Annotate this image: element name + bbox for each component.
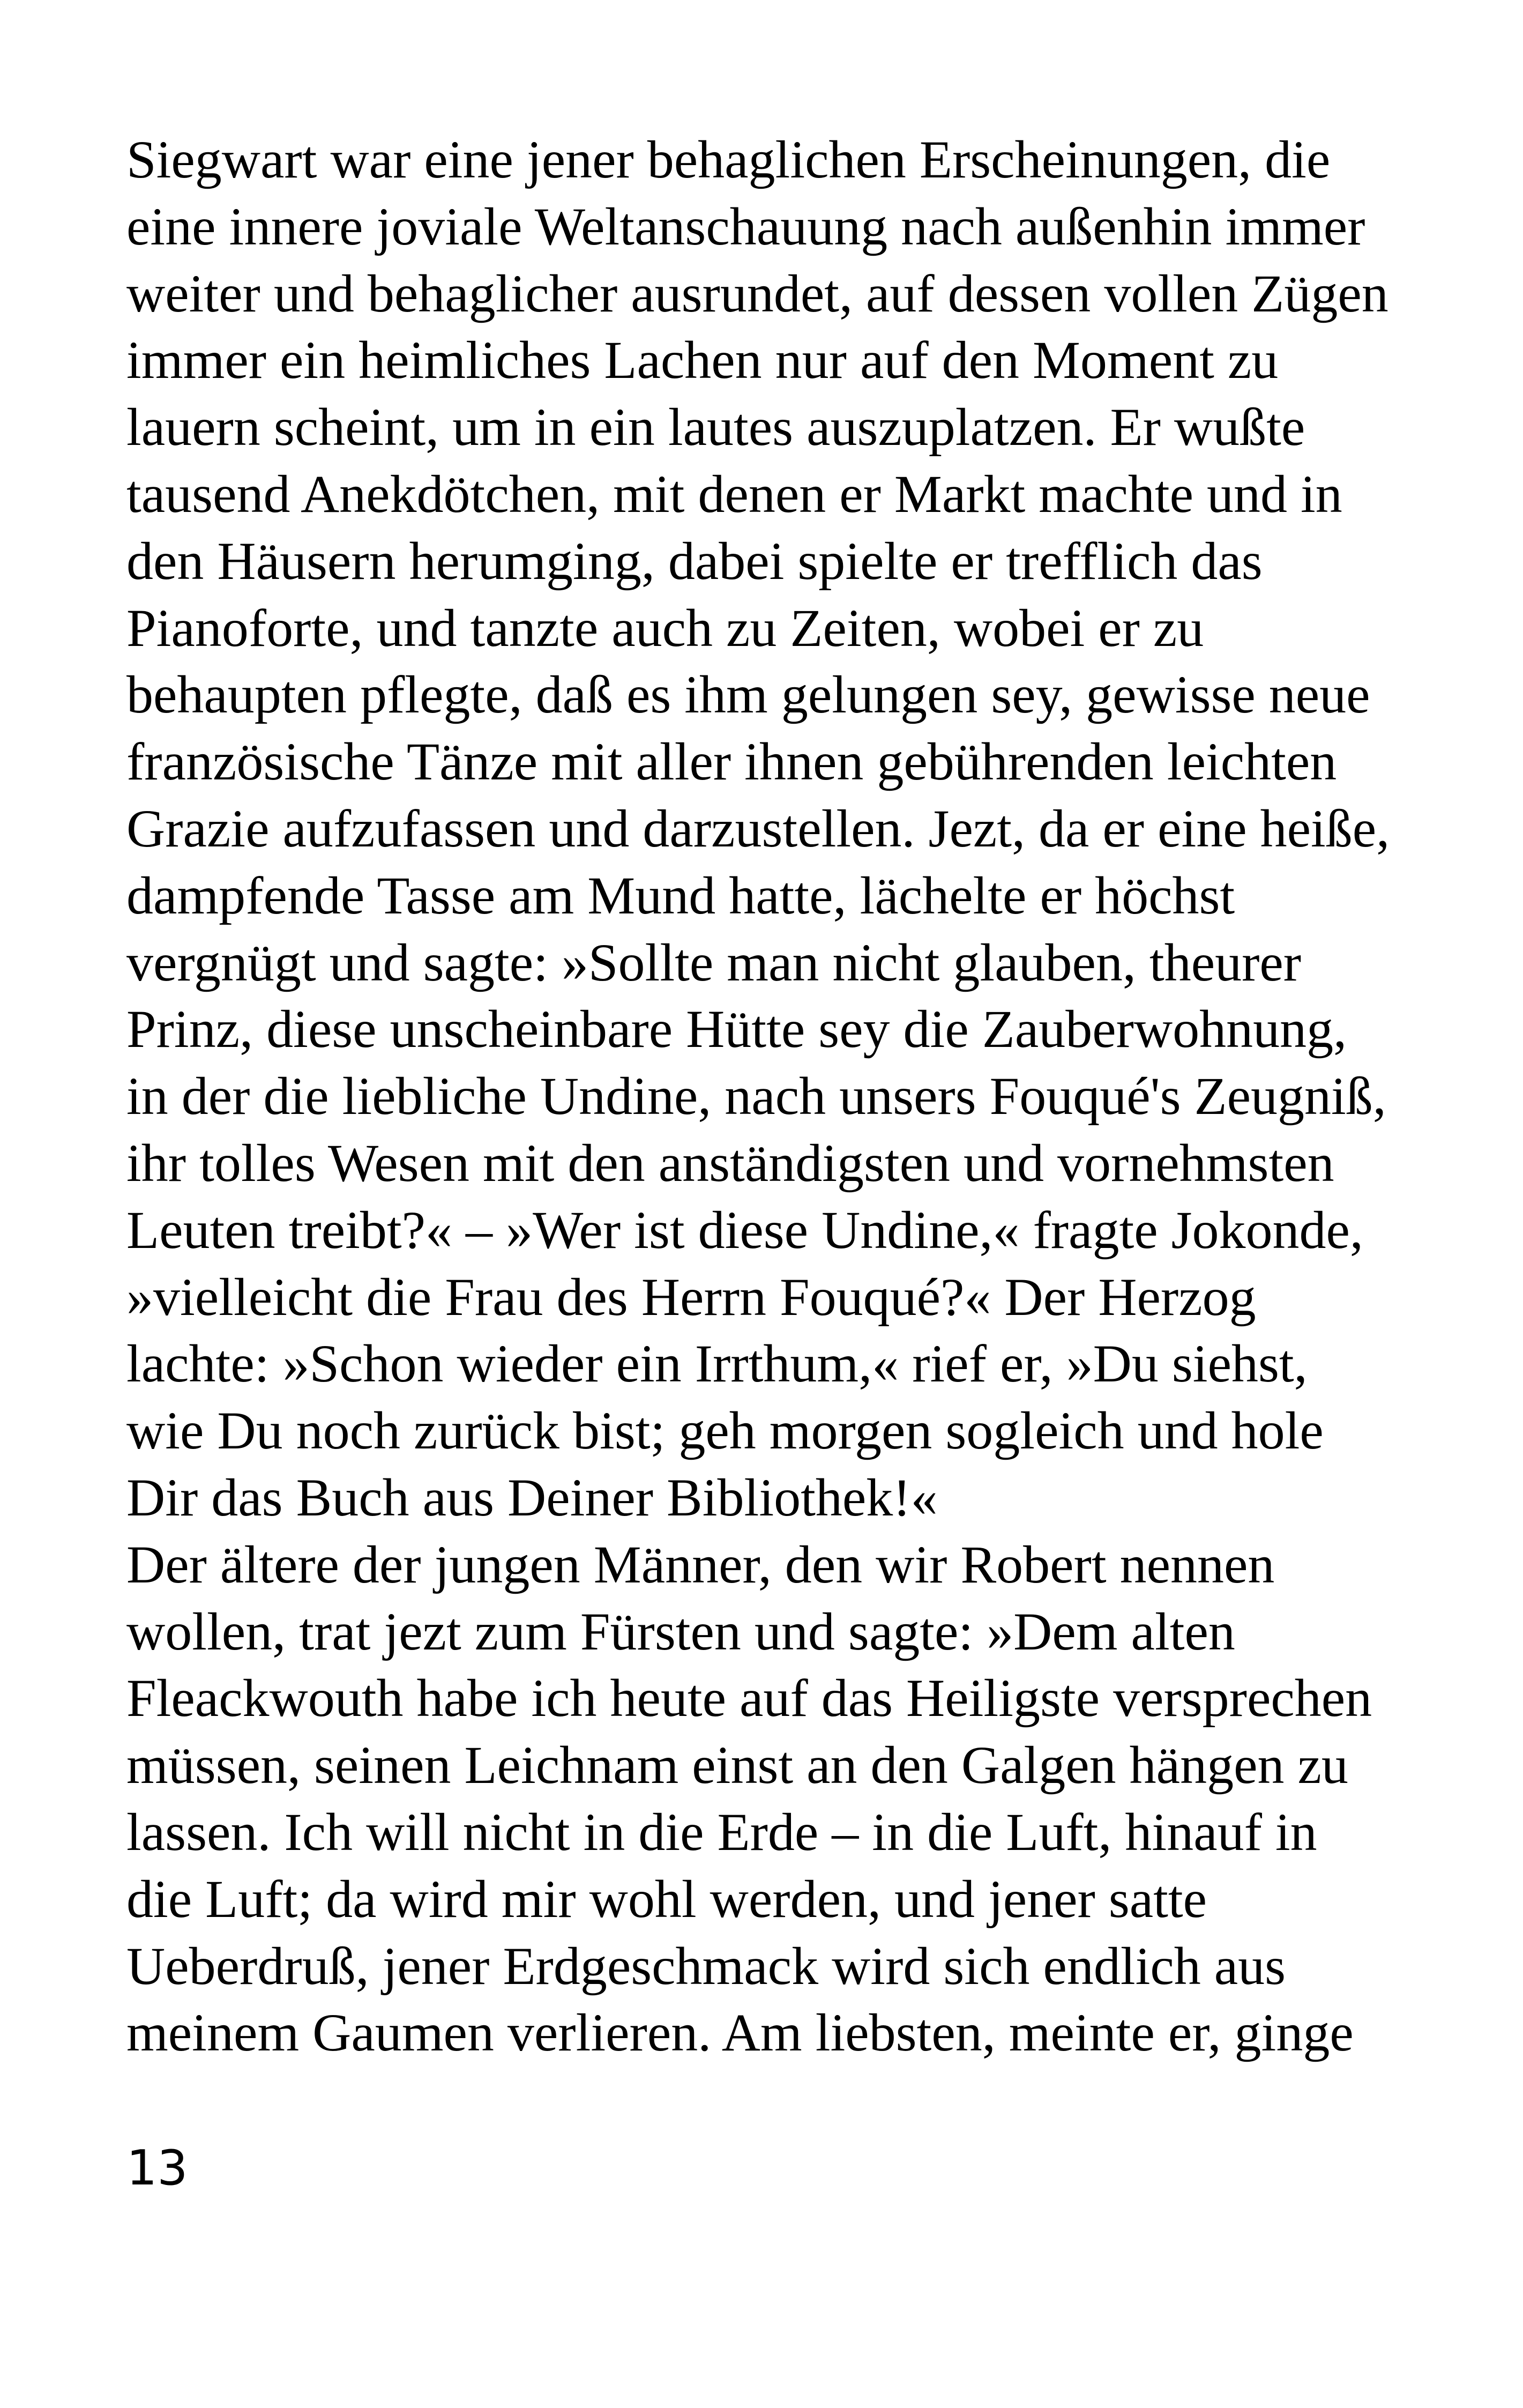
text-line: behaupten pflegte, daß es ihm gelungen sey, gewisse neue (126, 665, 1370, 725)
text-line: eine innere joviale Weltanschauung nach außenhin immer (126, 196, 1365, 256)
text-line: tausend Anekdötchen, mit denen er Markt machte und in (126, 464, 1342, 524)
text-line: lachte: »Schon wieder ein Irrthum,« rief er, »Du siehst, (126, 1334, 1308, 1394)
text-line: Grazie aufzufassen und darzustellen. Jezt, da er eine heiße, (126, 798, 1390, 858)
text-line: Dir das Buch aus Deiner Bibliothek!« (126, 1467, 938, 1527)
text-line: den Häusern herumging, dabei spielte er trefflich das (126, 531, 1263, 591)
text-line: dampfende Tasse am Mund hatte, lächelte er höchst (126, 865, 1235, 925)
text-line: »vielleicht die Frau des Herrn Fouqué?« Der Herzog (126, 1267, 1256, 1327)
text-line: weiter und behaglicher ausrundet, auf dessen vollen Zügen (126, 263, 1388, 323)
text-line: Pianoforte, und tanzte auch zu Zeiten, wobei er zu (126, 598, 1204, 658)
text-line: Prinz, diese unscheinbare Hütte sey die Zauberwohnung, (126, 999, 1347, 1059)
text-line: immer ein heimliches Lachen nur auf den Moment zu (126, 330, 1279, 390)
text-line: französische Tänze mit aller ihnen gebührenden leichten (126, 732, 1337, 792)
text-line: lassen. Ich will nicht in die Erde – in die Luft, hinauf in (126, 1802, 1317, 1862)
text-line: in der die liebliche Undine, nach unsers Fouqué's Zeugniß, (126, 1066, 1386, 1126)
text-line: Fleackwouth habe ich heute auf das Heiligste versprechen (126, 1668, 1372, 1728)
text-line: Der ältere der jungen Männer, den wir Robert nennen (126, 1534, 1275, 1594)
text-line: müssen, seinen Leichnam einst an den Galgen hängen zu (126, 1735, 1348, 1795)
text-line: Leuten treibt?« – »Wer ist diese Undine,« fragte Jokonde, (126, 1200, 1363, 1260)
text-line: ihr tolles Wesen mit den anständigsten und vornehmsten (126, 1133, 1334, 1193)
text-line: wollen, trat jezt zum Fürsten und sagte: »Dem alten (126, 1601, 1235, 1661)
text-line: lauern scheint, um in ein lautes auszuplatzen. Er wußte (126, 397, 1305, 457)
body-text (126, 127, 1423, 2067)
text-line: wie Du noch zurück bist; geh morgen sogleich und hole (126, 1401, 1324, 1461)
text-line: meinem Gaumen verlieren. Am liebsten, meinte er, ginge (126, 2003, 1354, 2063)
text-line: vergnügt und sagte: »Sollte man nicht glauben, theurer (126, 932, 1302, 992)
page-number: 13 (126, 2140, 188, 2196)
text-line: Ueberdruß, jener Erdgeschmack wird sich endlich aus (126, 1936, 1286, 1996)
text-line: Siegwart war eine jener behaglichen Erscheinungen, die (126, 130, 1331, 189)
text-line: die Luft; da wird mir wohl werden, und jener satte (126, 1869, 1207, 1929)
